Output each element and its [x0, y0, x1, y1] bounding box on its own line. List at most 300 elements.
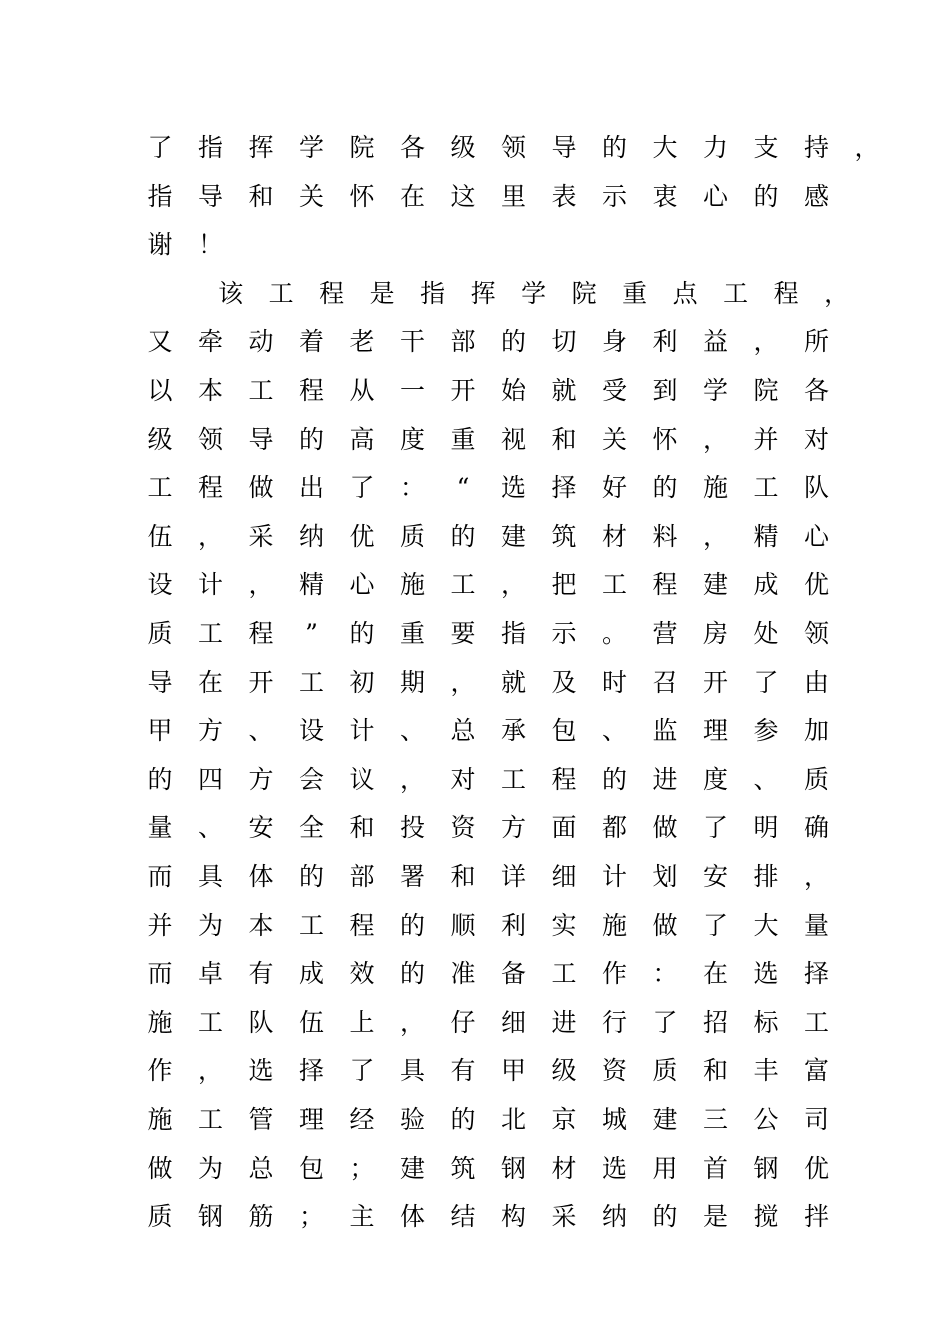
text-char: 了 — [349, 473, 375, 503]
text-char: ： — [652, 959, 678, 989]
text-line — [0, 959, 950, 999]
text-char: 质 — [399, 521, 425, 551]
text-char: 了 — [702, 910, 728, 940]
text-char: 工 — [450, 570, 476, 600]
text-char: 导 — [147, 667, 173, 697]
text-char: 主 — [349, 1202, 375, 1232]
text-char: 指 — [420, 278, 446, 308]
text-char: 召 — [652, 667, 678, 697]
text-char: 确 — [803, 813, 829, 843]
text-char: 资 — [601, 1056, 627, 1086]
text-char: 了 — [147, 133, 173, 162]
text-char: 心 — [349, 570, 375, 600]
text-char: 实 — [551, 910, 577, 940]
text-char: 程 — [551, 764, 577, 794]
text-char: 级 — [450, 133, 476, 162]
text-char: 级 — [551, 1056, 577, 1086]
text-char: ， — [450, 667, 476, 697]
text-char: 和 — [551, 424, 577, 454]
text-char: 会 — [298, 764, 324, 794]
text-char: 设 — [298, 716, 324, 746]
text-char: ！ — [197, 230, 223, 260]
text-char: 做 — [652, 910, 678, 940]
text-char: 本 — [197, 376, 223, 405]
text-char: 采 — [248, 521, 274, 551]
text-char: 作 — [601, 959, 627, 989]
text-char: 工 — [298, 910, 324, 940]
text-char: 由 — [803, 667, 829, 697]
text-char: ， — [197, 521, 223, 551]
text-char: 感 — [803, 181, 829, 211]
text-char: 的 — [753, 181, 779, 211]
text-char: 搅 — [753, 1202, 779, 1232]
text-char: 和 — [450, 862, 476, 891]
text-char: 示 — [601, 181, 627, 211]
text-char: 首 — [702, 1153, 728, 1183]
text-char: 卓 — [197, 959, 223, 989]
text-line — [0, 911, 950, 951]
text-char: 工 — [268, 278, 294, 308]
text-char: 钢 — [500, 1153, 526, 1183]
text-char: ， — [399, 764, 425, 794]
text-char: 好 — [601, 473, 627, 503]
text-char: 监 — [652, 716, 678, 746]
text-char: 议 — [349, 764, 375, 794]
text-char: 的 — [500, 327, 526, 357]
text-char: 开 — [702, 667, 728, 697]
text-char: 方 — [500, 813, 526, 843]
text-line — [0, 570, 950, 610]
text-char: 做 — [248, 473, 274, 503]
text-char: 房 — [702, 619, 728, 648]
text-char: 各 — [803, 376, 829, 405]
text-char: 筑 — [450, 1153, 476, 1183]
text-char: 投 — [399, 813, 425, 843]
text-char: 丰 — [753, 1056, 779, 1086]
text-char: 本 — [248, 910, 274, 940]
text-char: 和 — [349, 813, 375, 843]
text-char: 细 — [551, 862, 577, 891]
text-char: 参 — [753, 716, 779, 746]
text-char: 建 — [702, 570, 728, 600]
text-char: 量 — [147, 813, 173, 843]
text-char: ， — [824, 278, 850, 308]
text-char: 为 — [197, 910, 223, 940]
text-line — [0, 279, 950, 319]
text-char: 支 — [753, 133, 779, 162]
text-char: ， — [500, 570, 526, 600]
text-char: 的 — [601, 764, 627, 794]
text-char: 包 — [551, 716, 577, 746]
text-char: 营 — [652, 619, 678, 648]
text-char: 承 — [500, 716, 526, 746]
text-char: 招 — [702, 1007, 728, 1037]
text-char: 的 — [450, 521, 476, 551]
text-char: 择 — [803, 959, 829, 989]
text-char: 顺 — [450, 910, 476, 940]
text-char: 的 — [349, 619, 375, 648]
text-char: 力 — [702, 133, 728, 162]
text-char: 拌 — [803, 1202, 829, 1232]
text-char: 部 — [349, 862, 375, 891]
text-char: 四 — [197, 764, 223, 794]
text-char: 而 — [147, 862, 173, 891]
text-char: 心 — [803, 521, 829, 551]
text-char: 、 — [248, 716, 274, 746]
text-char: 总 — [450, 716, 476, 746]
text-line — [0, 813, 950, 853]
text-char: 理 — [298, 1105, 324, 1134]
text-char: 开 — [450, 376, 476, 405]
text-line — [0, 182, 950, 222]
text-char: 甲 — [147, 716, 173, 746]
text-char: 工 — [753, 473, 779, 503]
text-char: 该 — [218, 278, 244, 308]
text-char: 和 — [702, 1056, 728, 1086]
text-line — [0, 862, 950, 902]
text-char: 心 — [702, 181, 728, 211]
text-char: 领 — [500, 133, 526, 162]
text-char: 干 — [399, 327, 425, 357]
text-char: 程 — [298, 376, 324, 405]
text-char: 挥 — [248, 133, 274, 162]
text-char: 学 — [521, 278, 547, 308]
text-char: 各 — [399, 133, 425, 162]
text-char: 在 — [399, 181, 425, 211]
text-char: 切 — [551, 327, 577, 357]
text-char: 划 — [652, 862, 678, 891]
text-char: 为 — [197, 1153, 223, 1183]
text-char: 筑 — [551, 521, 577, 551]
text-char: 的 — [399, 910, 425, 940]
text-char: 导 — [197, 181, 223, 211]
text-char: 选 — [248, 1056, 274, 1086]
text-char: 院 — [571, 278, 597, 308]
text-char: 做 — [147, 1153, 173, 1183]
text-char: 工 — [803, 1007, 829, 1037]
text-char: 具 — [399, 1056, 425, 1086]
text-char: 质 — [147, 1202, 173, 1232]
text-char: 量 — [803, 910, 829, 940]
text-char: 和 — [248, 181, 274, 211]
text-char: 学 — [702, 376, 728, 405]
text-char: 益 — [702, 327, 728, 357]
text-char: 挥 — [470, 278, 496, 308]
text-char: 管 — [248, 1105, 274, 1134]
text-char: 择 — [298, 1056, 324, 1086]
text-char: 方 — [197, 716, 223, 746]
text-char: 上 — [349, 1007, 375, 1037]
text-char: 及 — [551, 667, 577, 697]
text-char: 施 — [702, 473, 728, 503]
text-char: 院 — [753, 376, 779, 405]
text-char: 工 — [197, 619, 223, 648]
text-char: 一 — [399, 376, 425, 405]
text-line — [0, 716, 950, 756]
text-line — [0, 1008, 950, 1048]
text-line — [0, 425, 950, 465]
text-char: 北 — [500, 1105, 526, 1134]
text-char: 加 — [803, 716, 829, 746]
text-char: 用 — [652, 1153, 678, 1183]
text-char: ， — [399, 1007, 425, 1037]
text-char: 开 — [248, 667, 274, 697]
text-char: 程 — [349, 910, 375, 940]
text-char: 筋 — [248, 1202, 274, 1232]
text-char: 重 — [622, 278, 648, 308]
text-char: 高 — [349, 424, 375, 454]
text-char: 程 — [319, 278, 345, 308]
text-char: 京 — [551, 1105, 577, 1134]
text-char: 怀 — [349, 181, 375, 211]
text-char: 、 — [399, 716, 425, 746]
text-char: 精 — [753, 521, 779, 551]
text-char: 工 — [248, 376, 274, 405]
text-char: 优 — [803, 570, 829, 600]
text-char: 谢 — [147, 230, 173, 260]
text-char: ， — [702, 521, 728, 551]
text-char: 点 — [672, 278, 698, 308]
text-char: 指 — [197, 133, 223, 162]
text-line — [0, 230, 950, 270]
text-char: 的 — [298, 862, 324, 891]
text-char: 择 — [551, 473, 577, 503]
text-char: 要 — [450, 619, 476, 648]
text-char: 料 — [652, 521, 678, 551]
text-char: 队 — [248, 1007, 274, 1037]
text-char: 全 — [298, 813, 324, 843]
text-char: 从 — [349, 376, 375, 405]
text-char: 建 — [399, 1153, 425, 1183]
text-char: 精 — [298, 570, 324, 600]
text-char: ： — [399, 473, 425, 503]
text-char: 设 — [147, 570, 173, 600]
text-char: 质 — [652, 1056, 678, 1086]
text-char: 成 — [298, 959, 324, 989]
text-char: 就 — [551, 376, 577, 405]
text-char: 大 — [652, 133, 678, 162]
text-char: 选 — [500, 473, 526, 503]
text-char: 准 — [450, 959, 476, 989]
text-char: 了 — [702, 813, 728, 843]
text-line — [0, 1202, 950, 1242]
text-char: 学 — [298, 133, 324, 162]
text-char: 司 — [803, 1105, 829, 1134]
text-char: 标 — [753, 1007, 779, 1037]
text-char: 施 — [399, 570, 425, 600]
text-char: 工 — [197, 1007, 223, 1037]
text-char: 伍 — [298, 1007, 324, 1037]
text-char: 署 — [399, 862, 425, 891]
text-char: 面 — [551, 813, 577, 843]
text-char: 身 — [601, 327, 627, 357]
text-char: 级 — [147, 424, 173, 454]
text-char: 导 — [551, 133, 577, 162]
text-char: 老 — [349, 327, 375, 357]
text-char: ” — [305, 619, 318, 648]
text-char: 工 — [298, 667, 324, 697]
text-char: ， — [854, 133, 880, 162]
text-char: 安 — [702, 862, 728, 891]
text-char: 工 — [723, 278, 749, 308]
text-char: 方 — [248, 764, 274, 794]
text-char: 经 — [349, 1105, 375, 1134]
text-char: 重 — [399, 619, 425, 648]
text-char: 就 — [500, 667, 526, 697]
text-char: 期 — [399, 667, 425, 697]
text-char: 详 — [500, 862, 526, 891]
text-char: ， — [803, 862, 829, 891]
text-char: 质 — [147, 619, 173, 648]
text-line — [0, 1105, 950, 1145]
text-char: 的 — [450, 1105, 476, 1134]
text-char: 的 — [298, 424, 324, 454]
text-char: 了 — [753, 667, 779, 697]
text-char: 工 — [147, 473, 173, 503]
text-char: 具 — [197, 862, 223, 891]
text-char: 选 — [601, 1153, 627, 1183]
text-char: 理 — [702, 716, 728, 746]
text-char: 着 — [298, 327, 324, 357]
text-char: 始 — [500, 376, 526, 405]
text-line — [0, 765, 950, 805]
text-char: 并 — [147, 910, 173, 940]
text-char: 钢 — [197, 1202, 223, 1232]
text-char: 把 — [551, 570, 577, 600]
text-char: 了 — [349, 1056, 375, 1086]
text-char: 资 — [450, 813, 476, 843]
text-char: 构 — [500, 1202, 526, 1232]
text-char: 受 — [601, 376, 627, 405]
text-char: 工 — [500, 764, 526, 794]
text-char: 明 — [753, 813, 779, 843]
text-char: 体 — [248, 862, 274, 891]
text-char: 都 — [601, 813, 627, 843]
text-char: 领 — [803, 619, 829, 648]
text-char: 的 — [147, 764, 173, 794]
text-char: 优 — [349, 521, 375, 551]
text-char: 指 — [500, 619, 526, 648]
text-char: 利 — [500, 910, 526, 940]
text-char: 对 — [450, 764, 476, 794]
text-char: ， — [753, 327, 779, 357]
text-char: ， — [702, 424, 728, 454]
text-line — [0, 668, 950, 708]
text-char: 纳 — [601, 1202, 627, 1232]
text-char: 部 — [450, 327, 476, 357]
text-char: 伍 — [147, 521, 173, 551]
text-char: 所 — [803, 327, 829, 357]
text-char: 有 — [248, 959, 274, 989]
text-line — [0, 522, 950, 562]
text-char: 做 — [652, 813, 678, 843]
text-char: 。 — [601, 619, 627, 648]
text-char: 工 — [551, 959, 577, 989]
text-char: 优 — [803, 1153, 829, 1183]
text-line — [0, 619, 950, 659]
text-char: 出 — [298, 473, 324, 503]
text-char: 质 — [803, 764, 829, 794]
text-line — [0, 1154, 950, 1194]
text-char: ； — [349, 1153, 375, 1183]
text-char: 以 — [147, 376, 173, 405]
text-char: 关 — [298, 181, 324, 211]
text-char: 进 — [652, 764, 678, 794]
text-char: 衷 — [652, 181, 678, 211]
text-char: 公 — [753, 1105, 779, 1134]
text-char: 时 — [601, 667, 627, 697]
text-char: 是 — [702, 1202, 728, 1232]
text-char: 施 — [601, 910, 627, 940]
text-line — [0, 133, 950, 173]
text-char: 施 — [147, 1007, 173, 1037]
text-line — [0, 376, 950, 416]
text-char: 总 — [248, 1153, 274, 1183]
text-char: 作 — [147, 1056, 173, 1086]
text-char: 效 — [349, 959, 375, 989]
text-char: 成 — [753, 570, 779, 600]
text-char: ， — [248, 570, 274, 600]
text-char: 材 — [601, 521, 627, 551]
text-char: 程 — [652, 570, 678, 600]
text-char: 富 — [803, 1056, 829, 1086]
text-char: 视 — [500, 424, 526, 454]
text-char: 并 — [753, 424, 779, 454]
text-char: 工 — [601, 570, 627, 600]
text-char: 选 — [753, 959, 779, 989]
text-char: 安 — [248, 813, 274, 843]
text-char: 利 — [652, 327, 678, 357]
text-char: 指 — [147, 181, 173, 211]
text-char: 领 — [197, 424, 223, 454]
text-char: 示 — [551, 619, 577, 648]
text-char: 程 — [197, 473, 223, 503]
text-char: 、 — [601, 716, 627, 746]
text-char: 处 — [753, 619, 779, 648]
text-char: 关 — [601, 424, 627, 454]
text-char: 进 — [551, 1007, 577, 1037]
text-char: 建 — [652, 1105, 678, 1134]
text-char: 院 — [349, 133, 375, 162]
text-char: 甲 — [500, 1056, 526, 1086]
text-char: 的 — [601, 133, 627, 162]
text-char: 行 — [601, 1007, 627, 1037]
text-char: 在 — [197, 667, 223, 697]
text-char: 队 — [803, 473, 829, 503]
text-char: 初 — [349, 667, 375, 697]
text-char: 这 — [450, 181, 476, 211]
text-char: 验 — [399, 1105, 425, 1134]
text-char: 体 — [399, 1202, 425, 1232]
text-line — [0, 473, 950, 513]
text-char: 包 — [298, 1153, 324, 1183]
text-char: 度 — [399, 424, 425, 454]
text-char: ； — [298, 1202, 324, 1232]
text-char: 又 — [147, 327, 173, 357]
text-char: 仔 — [450, 1007, 476, 1037]
text-char: 细 — [500, 1007, 526, 1037]
text-char: 牵 — [197, 327, 223, 357]
text-char: 是 — [369, 278, 395, 308]
text-char: 计 — [197, 570, 223, 600]
text-char: 对 — [803, 424, 829, 454]
text-line — [0, 327, 950, 367]
text-char: 动 — [248, 327, 274, 357]
text-char: 的 — [652, 1202, 678, 1232]
text-char: 的 — [652, 473, 678, 503]
text-char: 在 — [702, 959, 728, 989]
text-char: 到 — [652, 376, 678, 405]
